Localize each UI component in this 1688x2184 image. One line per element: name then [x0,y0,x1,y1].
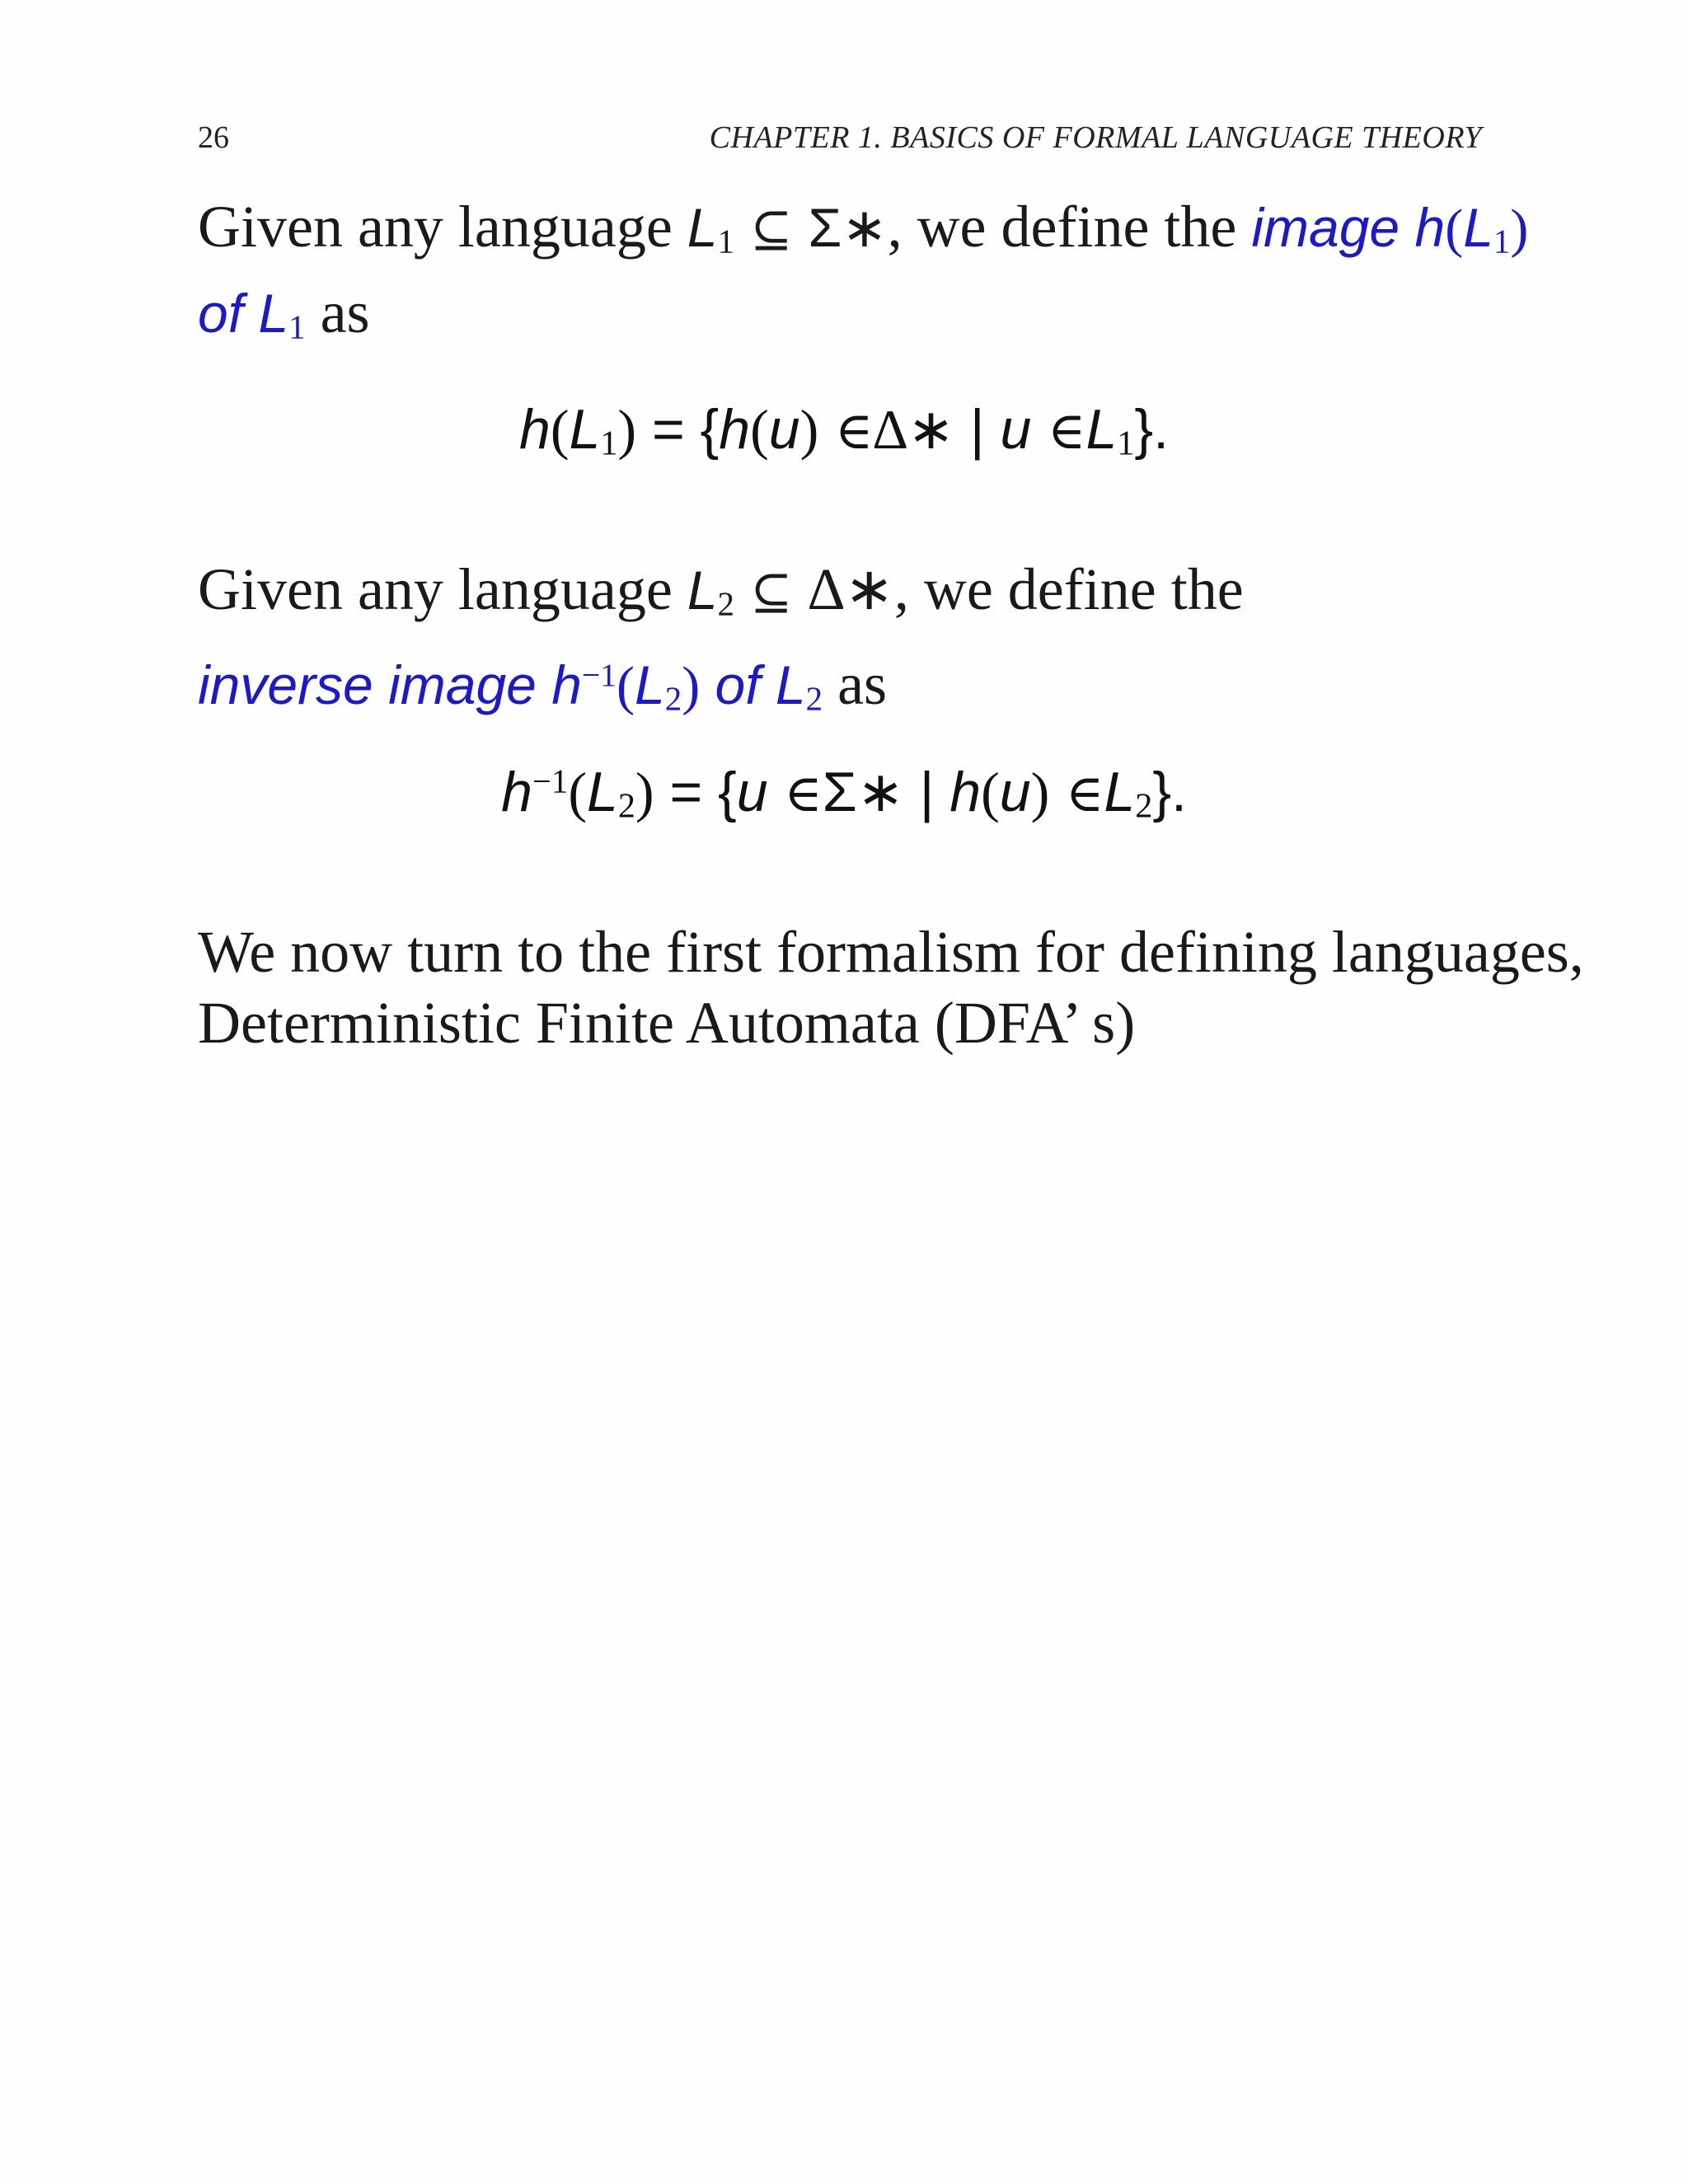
paragraph-dfa-intro [198,916,1584,1058]
text: as [823,651,888,718]
display-equation-image: h(L1) = {h(u) ∈∆∗ | u ∈L1}. [519,398,1169,463]
text: , we define the [893,556,1244,622]
highlight-of-L1: of L1 [198,283,306,346]
math-L1: L1 ⊆ Σ∗ [687,197,888,260]
paragraph-image-definition [198,191,1529,363]
text: as [305,279,370,346]
page-header [198,120,1482,161]
paragraph-inverse-image-definition: Given any language L2 ⊆ ∆∗, we define the inverse image $h^{-1}(L2)$ of L2 as [198,556,1244,718]
text-line: We now turn to the first formalism for defining languages, [198,919,1584,985]
running-head: CHAPTER 1. BASICS OF FORMAL LANGUAGE THEORY [709,120,1482,155]
text: , we define the [887,194,1252,260]
math-L2: L2 ⊆ [687,560,809,623]
display-equation-inverse-image: $h^{-1}(L2) = \{u$ ∈Σ∗ | h(u) ∈L2}. [501,761,1187,826]
text: Given any language [198,556,687,622]
highlight-image-term: image h(L1) [1251,197,1529,260]
highlight-inverse-image-term: inverse image $h^{-1}(L2)$ of L2 [198,654,823,718]
text: Given any language [198,194,687,260]
page-number: 26 [198,120,229,155]
text-line: Deterministic Finite Automata (DFA’ s) [198,990,1136,1056]
